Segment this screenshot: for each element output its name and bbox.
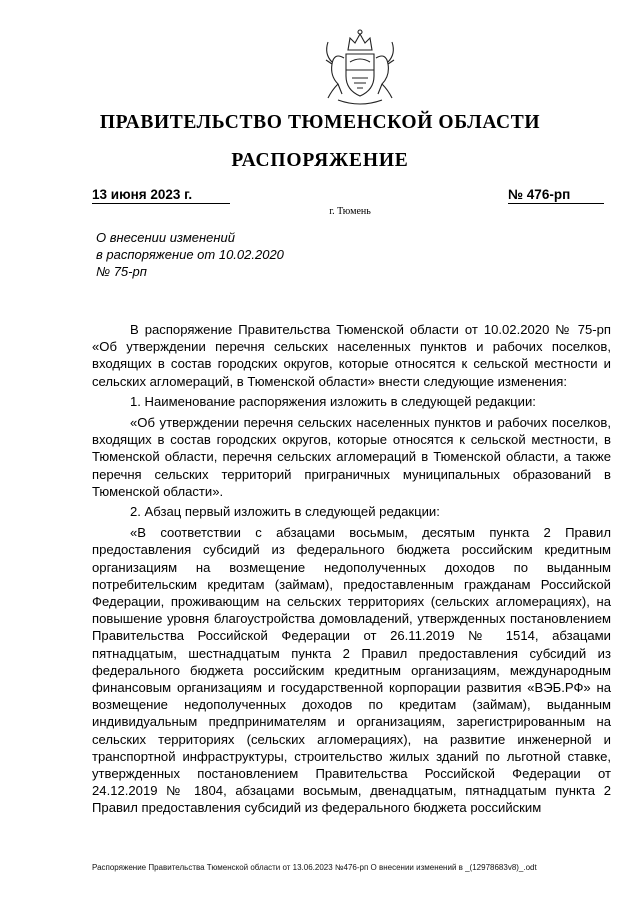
quote-2-paragraph: «В соответствии с абзацами восьмым, десятым пункта 2 Правил предоставления субсидий из федерального бюджета российским кредитным организациям на возмещение недополученных доходов по выданным потребительским кредитам (займам), предоставленным гражданам Российской Федерации, проживающим на сельских территориях (сельских агломерациях), на повышение уровня благоустройства домовладений, утвержденных постановлением Правительства Российской Федерации от 26.11.2019 № 1514, абзацами пятнадцатым, шестнадцатым пункта 2 Правил предоставления субсидий из федерального бюджета российским кредитным организациям, международным финансовым организациям и государственной корпорации развития «ВЭБ.РФ» на возмещение недополученных доходов по кредитам (займам), выданным индивидуальным предпринимателям и организациям, зарегистрированным на сельских территориях (сельских агломерациях), на развитие инженерной и транспортной инфраструктуры, строительство жилых зданий по льготной ставке, утвержденных постановлением Правительства Российской Федерации от 24.12.2019 № 1804, абзацами восьмым, двенадцатым, пятнадцатым пункта 2 Правил предоставления субсидий из федерального бюджета российским — [92, 525, 611, 816]
government-title: ПРАВИТЕЛЬСТВО ТЮМЕНСКОЙ ОБЛАСТИ — [99, 112, 541, 133]
document-city: г. Тюмень — [329, 206, 371, 217]
document-body — [92, 321, 611, 817]
coat-of-arms-icon — [318, 28, 402, 108]
subject-line: в распоряжение от 10.02.2020 — [96, 247, 284, 262]
document-type: РАСПОРЯЖЕНИЕ — [231, 150, 409, 171]
item-1-paragraph: 1. Наименование распоряжения изложить в следующей редакции: — [130, 393, 536, 409]
document-date: 13 июня 2023 г. — [92, 186, 230, 204]
subject-line: № 75-рп — [96, 264, 147, 279]
quote-1-paragraph: «Об утверждении перечня сельских населенных пунктов и рабочих поселков, входящих в состав городских округов, которые относятся к сельской местности, в Тюменской области, перечня сельских агломераций в Тюменской области, а также перечня сельских территорий приграничных муниципальных образований в Тюменской области». — [92, 415, 611, 499]
document-number: № 476-рп — [508, 186, 604, 204]
footer-file-reference: Распоряжение Правительства Тюменской области от 13.06.2023 №476-рп О внесении изменений в _(12978683v8)_.odt — [92, 863, 537, 872]
document-subject — [96, 229, 284, 280]
subject-line: О внесении изменений — [96, 230, 235, 245]
item-2-paragraph: 2. Абзац первый изложить в следующей редакции: — [130, 504, 440, 520]
intro-paragraph: В распоряжение Правительства Тюменской области от 10.02.2020 № 75-рп «Об утверждении перечня сельских населенных пунктов и рабочих поселков, входящих в состав городских округов, которые относятся к сельской местности и сельских агломераций, в Тюменской области» внести следующие изменения: — [92, 322, 611, 389]
